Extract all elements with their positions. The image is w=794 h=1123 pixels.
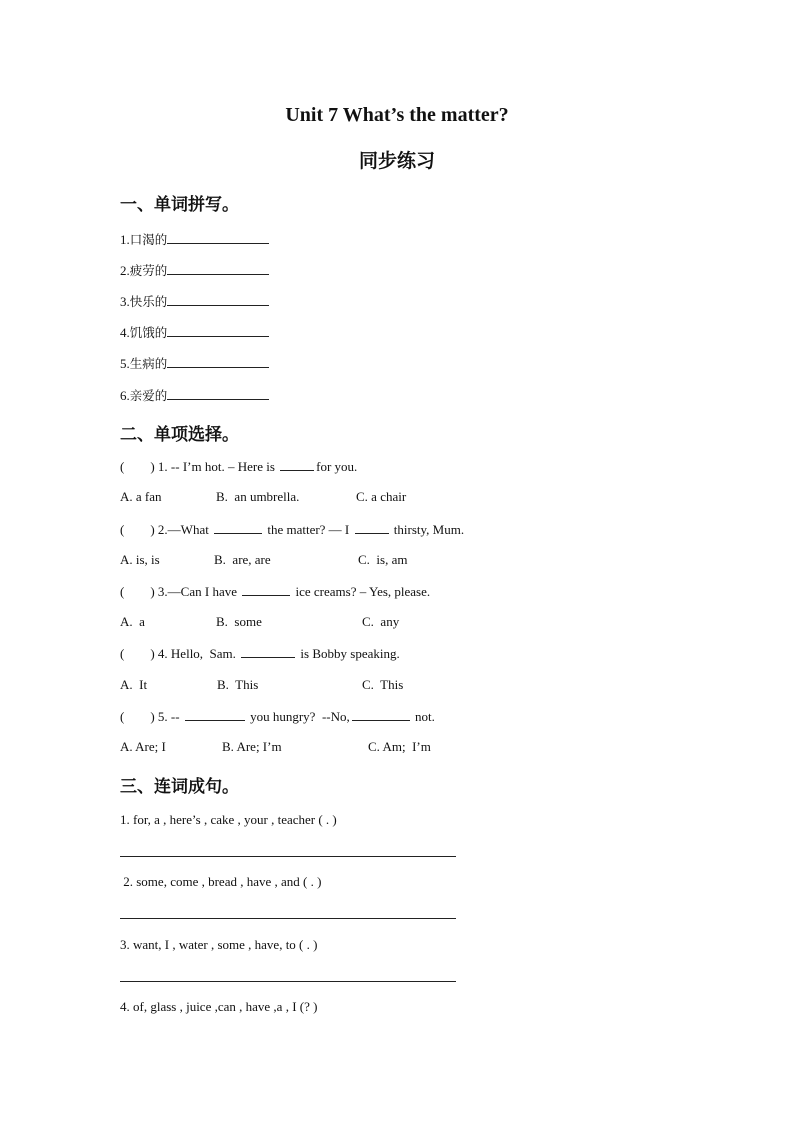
question-text: —What bbox=[167, 522, 209, 537]
answer-blank[interactable] bbox=[167, 231, 269, 244]
option-c[interactable]: C. is, am bbox=[358, 552, 408, 567]
item-prompt: 口渴的 bbox=[129, 232, 168, 247]
item-prompt: 饥饿的 bbox=[129, 325, 168, 340]
spelling-item bbox=[120, 261, 269, 279]
option-b[interactable]: B. Are; I’m bbox=[222, 739, 282, 754]
question-text: the matter? — I bbox=[267, 522, 350, 537]
option-b[interactable]: B. are, are bbox=[214, 552, 271, 567]
answer-blank[interactable] bbox=[185, 708, 245, 721]
question-text: for you. bbox=[316, 459, 358, 474]
answer-blank[interactable] bbox=[167, 293, 269, 306]
answer-paren[interactable]: ( ) bbox=[120, 584, 155, 599]
question-text: you hungry? --No, bbox=[250, 709, 350, 724]
option-c[interactable]: C. Am; I’m bbox=[368, 739, 431, 754]
option-c[interactable]: C. a chair bbox=[356, 489, 407, 504]
option-c[interactable]: C. any bbox=[362, 614, 400, 629]
answer-blank[interactable] bbox=[214, 521, 262, 534]
answer-paren[interactable]: ( ) bbox=[120, 522, 155, 537]
spelling-item bbox=[120, 230, 269, 248]
question-3 bbox=[120, 583, 430, 600]
answer-blank[interactable] bbox=[352, 708, 410, 721]
question-number: 1. bbox=[157, 459, 168, 474]
question-4 bbox=[120, 645, 400, 662]
answer-blank[interactable] bbox=[241, 645, 295, 658]
question-text: Hello, Sam. bbox=[170, 646, 236, 661]
answer-blank[interactable] bbox=[167, 324, 269, 337]
item-number: 5. bbox=[120, 356, 130, 371]
question-number: 4. bbox=[157, 646, 168, 661]
answer-blank[interactable] bbox=[355, 521, 389, 534]
question-1 bbox=[120, 458, 357, 475]
option-c[interactable]: C. This bbox=[362, 677, 404, 692]
item-prompt: 疲劳的 bbox=[129, 263, 168, 278]
question-text: —Can I have bbox=[167, 584, 237, 599]
answer-paren[interactable]: ( ) bbox=[120, 459, 155, 474]
answer-blank[interactable] bbox=[242, 583, 290, 596]
question-2 bbox=[120, 521, 464, 538]
option-a[interactable]: A. It bbox=[120, 677, 148, 692]
option-a[interactable]: A. a bbox=[120, 614, 145, 629]
sentence-prompt: 4. of, glass , juice ,can , have ,a , I (? ) bbox=[120, 999, 318, 1014]
question-number: 5. bbox=[157, 709, 168, 724]
question-text: ice creams? – Yes, please. bbox=[295, 584, 431, 599]
answer-line[interactable] bbox=[120, 856, 456, 857]
item-number: 1. bbox=[120, 232, 130, 247]
item-number: 4. bbox=[120, 325, 130, 340]
section-heading-sentence: 三、连词成句。 bbox=[120, 777, 239, 797]
spelling-item bbox=[120, 292, 269, 310]
question-text: not. bbox=[415, 709, 435, 724]
answer-line[interactable] bbox=[120, 981, 456, 982]
option-a[interactable]: A. is, is bbox=[120, 552, 160, 567]
item-number: 6. bbox=[120, 388, 130, 403]
question-text: thirsty, Mum. bbox=[393, 522, 465, 537]
item-prompt: 生病的 bbox=[129, 356, 168, 371]
page-title: Unit 7 What’s the matter? bbox=[285, 104, 509, 126]
spelling-item bbox=[120, 386, 269, 404]
spelling-item bbox=[120, 354, 269, 372]
option-a[interactable]: A. a fan bbox=[120, 489, 162, 504]
question-number: 3. bbox=[157, 584, 168, 599]
sentence-prompt: 1. for, a , here’s , cake , your , teacher ( . ) bbox=[120, 812, 337, 827]
item-prompt: 快乐的 bbox=[129, 294, 168, 309]
section-heading-spelling: 一、单词拼写。 bbox=[120, 195, 239, 215]
sentence-prompt: 2. some, come , bread , have , and ( . ) bbox=[120, 874, 322, 889]
sentence-prompt: 3. want, I , water , some , have, to ( . ) bbox=[120, 937, 318, 952]
answer-blank[interactable] bbox=[280, 458, 314, 471]
spelling-item bbox=[120, 323, 269, 341]
question-number: 2. bbox=[157, 522, 168, 537]
option-b[interactable]: B. some bbox=[216, 614, 262, 629]
item-prompt: 亲爱的 bbox=[129, 388, 168, 403]
item-number: 2. bbox=[120, 263, 130, 278]
answer-blank[interactable] bbox=[167, 355, 269, 368]
question-5 bbox=[120, 708, 435, 725]
option-b[interactable]: B. This bbox=[217, 677, 259, 692]
section-heading-choice: 二、单项选择。 bbox=[120, 425, 239, 445]
question-text: -- bbox=[170, 709, 180, 724]
item-number: 3. bbox=[120, 294, 130, 309]
answer-line[interactable] bbox=[120, 918, 456, 919]
page-subtitle: 同步练习 bbox=[358, 150, 435, 172]
question-text: -- I’m hot. – Here is bbox=[170, 459, 275, 474]
question-text: is Bobby speaking. bbox=[300, 646, 400, 661]
answer-paren[interactable]: ( ) bbox=[120, 646, 155, 661]
option-b[interactable]: B. an umbrella. bbox=[216, 489, 300, 504]
answer-paren[interactable]: ( ) bbox=[120, 709, 155, 724]
answer-blank[interactable] bbox=[167, 262, 269, 275]
option-a[interactable]: A. Are; I bbox=[120, 739, 166, 754]
answer-blank[interactable] bbox=[167, 387, 269, 400]
